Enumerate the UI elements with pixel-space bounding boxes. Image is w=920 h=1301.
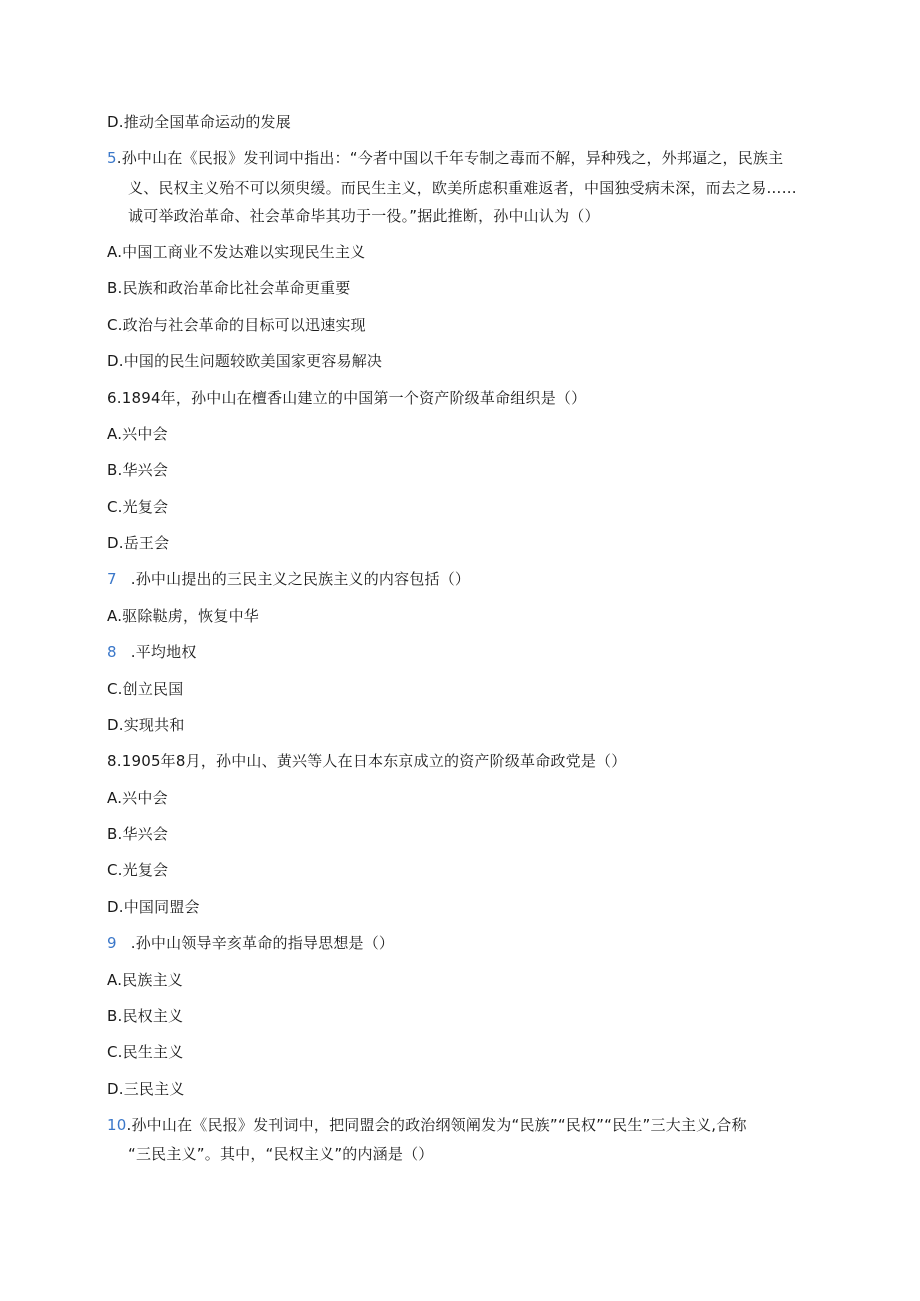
q6-option-d — [107, 533, 169, 553]
q10-stem-line-1 — [107, 1115, 747, 1135]
q10-stem-line-2 — [128, 1144, 434, 1164]
option-text: B.民族和政治革命比社会革命更重要 — [107, 279, 351, 297]
q5-stem-line-1 — [107, 148, 783, 168]
q4-option-d — [107, 112, 291, 132]
q8-stem — [107, 751, 626, 771]
q5-option-a — [107, 242, 365, 262]
q5-stem-line-2 — [128, 178, 797, 198]
question-text: 诚可举政治革命、社会革命毕其功于一役。”据此推断，孙中山认为（） — [128, 207, 600, 225]
option-text: D.推动全国革命运动的发展 — [107, 113, 291, 131]
q5-option-c — [107, 315, 366, 335]
question-number: 7 — [107, 570, 117, 588]
question-text: “三民主义”。其中，“民权主义”的内涵是（） — [128, 1145, 434, 1163]
q7-option-d — [107, 715, 185, 735]
question-text: 8.1905年8月，孙中山、黄兴等人在日本东京成立的资产阶级革命政党是（） — [107, 752, 627, 770]
q5-stem-line-3 — [128, 206, 600, 226]
q5-option-d — [107, 351, 382, 371]
question-text: .孙中山提出的三民主义之民族主义的内容包括（） — [130, 570, 471, 588]
q8-option-d — [107, 897, 200, 917]
q6-stem — [107, 388, 586, 408]
q9-option-b — [107, 1006, 183, 1026]
q6-option-a — [107, 424, 168, 444]
q9-option-a — [107, 970, 183, 990]
question-text: 义、民权主义殆不可以须臾缓。而民生主义，欧美所虑积重难返者，中国独受病未深，而去之易…… — [128, 179, 797, 197]
option-text: D.岳王会 — [107, 534, 170, 552]
option-text: A.兴中会 — [107, 425, 168, 443]
q9-option-c — [107, 1042, 183, 1062]
q6-option-b — [107, 460, 168, 480]
q6-option-c — [107, 497, 168, 517]
question-text: .孙中山领导辛亥革命的指导思想是（） — [130, 934, 395, 952]
q7-option-b — [107, 642, 197, 662]
q7-option-c — [107, 679, 183, 699]
option-text: A.驱除鞑虏，恢复中华 — [107, 607, 259, 625]
option-text: D.中国的民生问题较欧美国家更容易解决 — [107, 352, 383, 370]
option-text: B.民权主义 — [107, 1007, 184, 1025]
q5-option-b — [107, 278, 350, 298]
question-text: .孙中山在《民报》发刊词中指出：“今者中国以千年专制之毒而不解，异种残之，外邦逼之，民族主 — [116, 149, 784, 167]
option-text: B.华兴会 — [107, 825, 169, 843]
option-text: C.光复会 — [107, 498, 169, 516]
q8-option-a — [107, 788, 168, 808]
question-text: 6.1894年，孙中山在檀香山建立的中国第一个资产阶级革命组织是（） — [107, 389, 587, 407]
option-text: C.政治与社会革命的目标可以迅速实现 — [107, 316, 366, 334]
question-number: 8 — [107, 643, 117, 661]
option-text: D.三民主义 — [107, 1080, 185, 1098]
option-text: C.创立民国 — [107, 680, 184, 698]
option-text: D.实现共和 — [107, 716, 185, 734]
q9-option-d — [107, 1079, 185, 1099]
question-number: 5 — [107, 149, 117, 167]
option-text: B.华兴会 — [107, 461, 169, 479]
option-text: D.中国同盟会 — [107, 898, 200, 916]
option-text: C.光复会 — [107, 861, 169, 879]
option-text: .平均地权 — [130, 643, 197, 661]
q7-stem — [107, 569, 470, 589]
q9-stem — [107, 933, 394, 953]
question-text: .孙中山在《民报》发刊词中，把同盟会的政治纲领阐发为“民族”“民权”“民生”三大主义,合称 — [126, 1116, 747, 1134]
q8-option-b — [107, 824, 168, 844]
q7-option-a — [107, 606, 259, 626]
option-text: C.民生主义 — [107, 1043, 184, 1061]
question-number: 9 — [107, 934, 117, 952]
question-number: 10 — [107, 1116, 127, 1134]
option-text: A.民族主义 — [107, 971, 183, 989]
q8-option-c — [107, 860, 168, 880]
option-text: A.中国工商业不发达难以实现民生主义 — [107, 243, 366, 261]
option-text: A.兴中会 — [107, 789, 168, 807]
